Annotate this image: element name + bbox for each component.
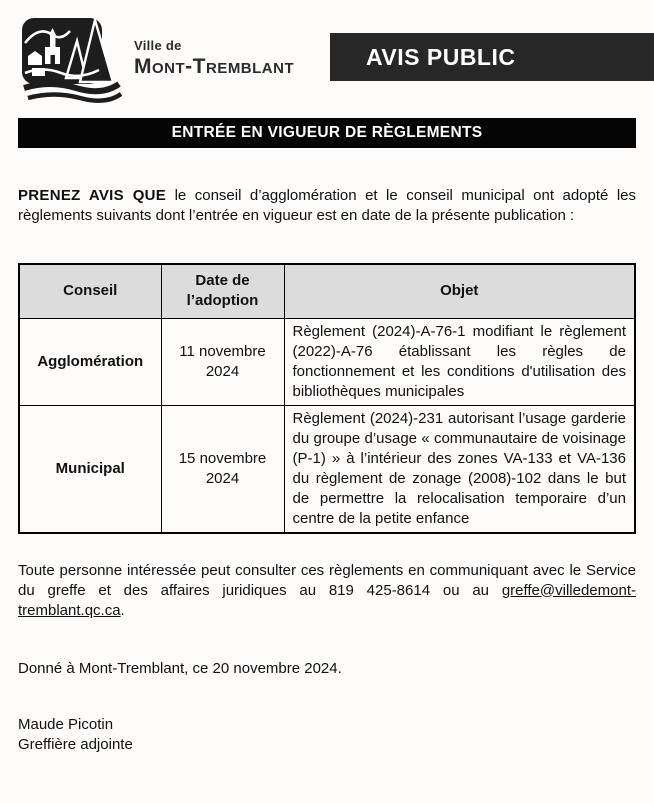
intro-lead: PRENEZ AVIS QUE — [18, 187, 167, 204]
cell-date: 11 novembre 2024 — [161, 318, 284, 405]
avis-public-banner: AVIS PUBLIC — [330, 33, 654, 81]
mont-tremblant-logo-icon — [20, 16, 122, 104]
col-header-date: Date de l’adoption — [161, 264, 284, 318]
dateline: Donné à Mont-Tremblant, ce 20 novembre 2024. — [18, 659, 342, 677]
cell-conseil: Municipal — [19, 405, 161, 533]
table-row — [19, 318, 635, 405]
cell-date: 15 novembre 2024 — [161, 405, 284, 533]
intro-text: le conseil d’agglomération et le conseil municipal ont adopté les règlements suivants dont l’entrée en vigueur est en date de la présente publication : — [18, 187, 637, 224]
notice-body — [0, 118, 654, 755]
cell-objet: Règlement (2024)-231 autorisant l’usage garderie du groupe d’usage « communautaire de voisinage (P-1) » à l’intérieur des zones VA-133 et VA-136 du règlement de zonage (2008)-102 dans le but de permettre la relocalisation temporaire d’un centre de la petite enfance — [284, 405, 635, 533]
contact-text: Toute personne intéressée peut consulter ces règlements en communiquant avec le Service du greffe et des affaires juridiques au 819 425-8614 ou au — [18, 561, 636, 599]
col-header-conseil: Conseil — [19, 264, 161, 318]
signature-block — [18, 715, 636, 755]
col-header-objet: Objet — [284, 264, 635, 318]
signature-name: Maude Picotin — [18, 715, 114, 733]
intro-paragraph — [18, 186, 636, 226]
cell-objet: Règlement (2024)-A-76-1 modifiant le règlement (2022)-A-76 établissant les règles de fonctionnement et les conditions d'utilisation des bibliothèques municipales — [284, 318, 635, 405]
contact-paragraph — [18, 561, 636, 621]
contact-text-end: . — [120, 601, 125, 619]
cell-conseil: Agglomération — [19, 318, 161, 405]
table-row — [19, 405, 635, 533]
table-header-row — [19, 264, 635, 318]
logo-city-name: Mont-Tremblant — [134, 55, 295, 78]
regulations-table — [18, 263, 636, 534]
signature-title: Greffière adjointe — [18, 735, 133, 753]
document-header — [0, 0, 654, 103]
logo-city-prefix: Ville de — [134, 38, 182, 53]
notice-title: ENTRÉE EN VIGUEUR DE RÈGLEMENTS — [18, 118, 636, 148]
email-link[interactable]: greffe@villedemont-tremblant.qc.ca — [18, 581, 636, 619]
logo-wordmark — [134, 36, 294, 77]
